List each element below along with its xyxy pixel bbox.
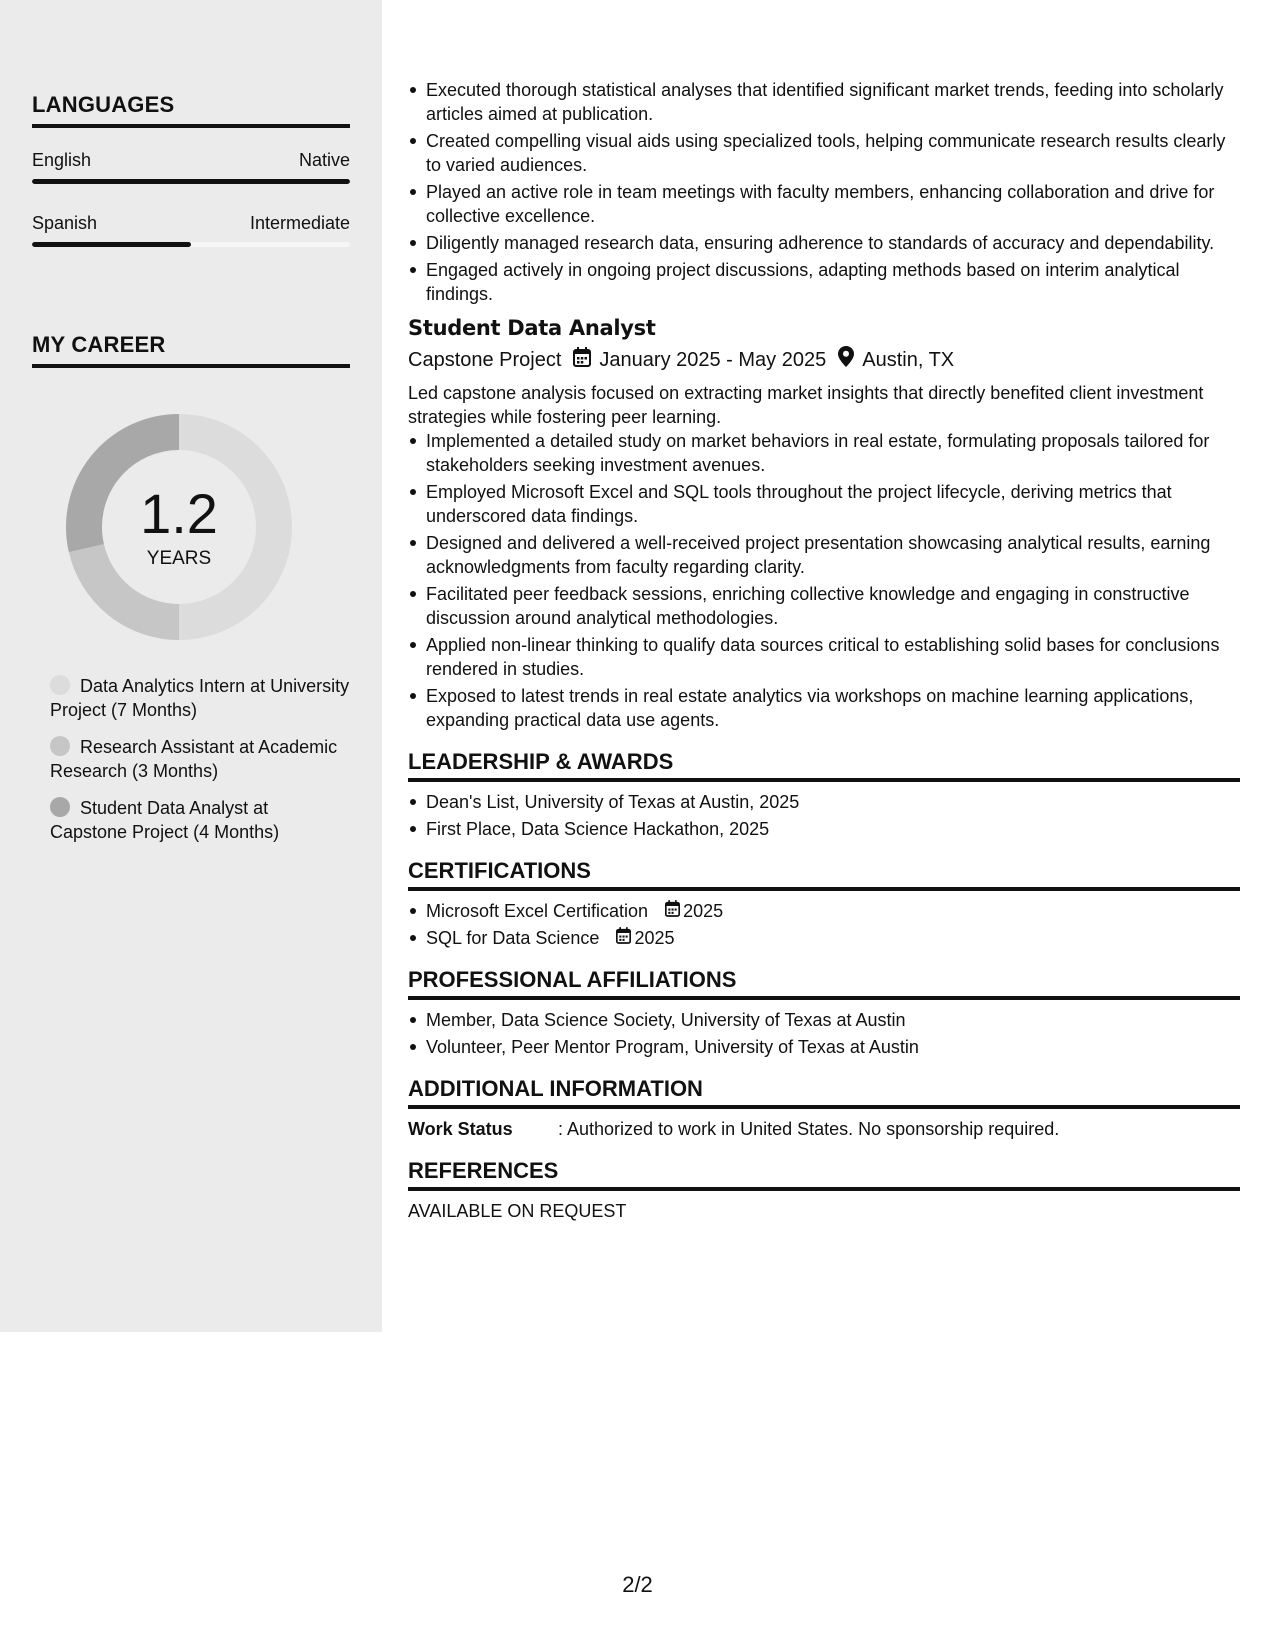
career-legend-item [50, 674, 350, 722]
legend-dot [50, 675, 70, 695]
bullet-item: Applied non-linear thinking to qualify data sources critical to establishing solid bases for conclusions rendered in studies. [408, 633, 1240, 681]
bullet-item: Employed Microsoft Excel and SQL tools throughout the project lifecycle, deriving metrics that underscored data findings. [408, 480, 1240, 528]
job-title: Student Data Analyst [408, 316, 656, 340]
location-pin-icon [838, 346, 854, 373]
language-level: Intermediate [249, 213, 350, 233]
bullet-item: Created compelling visual aids using specialized tools, helping communicate research results clearly to varied audiences. [408, 129, 1240, 177]
career-heading: MY CAREER [32, 332, 350, 368]
language-proficiency-bar [32, 242, 350, 247]
career-section [32, 332, 350, 368]
work-status-label: Work Status [408, 1119, 513, 1139]
work-status-value: : Authorized to work in United States. No sponsorship required. [558, 1119, 1060, 1139]
calendar-icon [665, 899, 680, 923]
career-legend-item [50, 735, 350, 783]
legend-dot [50, 736, 70, 756]
additional-info-heading: ADDITIONAL INFORMATION [408, 1077, 1240, 1109]
affiliations-section [408, 968, 1240, 1059]
language-item-english [32, 150, 350, 184]
bullet-item: Implemented a detailed study on market behaviors in real estate, formulating proposals tailored for stakeholders seeking investment avenues. [408, 429, 1240, 477]
bullet-item: Executed thorough statistical analyses that identified significant market trends, feeding into scholarly articles aimed at publication. [408, 78, 1240, 126]
references-heading: REFERENCES [408, 1159, 1240, 1191]
award-item: Dean's List, University of Texas at Austin, 2025 [408, 790, 1240, 814]
affiliation-item: Member, Data Science Society, University of Texas at Austin [408, 1008, 1240, 1032]
language-level: Native [298, 150, 350, 170]
career-legend [50, 674, 350, 857]
career-donut-chart [66, 414, 292, 640]
certifications-heading: CERTIFICATIONS [408, 859, 1240, 891]
certification-year: 2025 [683, 901, 724, 921]
references-text: AVAILABLE ON REQUEST [408, 1201, 627, 1221]
main-content [408, 78, 1240, 1223]
legend-dot [50, 797, 70, 817]
sidebar [0, 0, 382, 1332]
career-legend-label: Research Assistant at Academic Research (3 Months) [50, 737, 338, 781]
career-legend-item [50, 796, 350, 844]
job-meta [408, 346, 1240, 373]
bullet-item: Designed and delivered a well-received project presentation showcasing analytical results, earning acknowledgments from faculty regarding clarity. [408, 531, 1240, 579]
affiliations-heading: PROFESSIONAL AFFILIATIONS [408, 968, 1240, 1000]
certification-year: 2025 [634, 928, 675, 948]
job-location: Austin, TX [862, 348, 955, 371]
references-section [408, 1159, 1240, 1223]
work-status-row [408, 1117, 1240, 1141]
language-name: English [32, 150, 92, 170]
page-number: 2/2 [622, 1572, 653, 1597]
career-total [66, 414, 292, 640]
additional-info-section [408, 1077, 1240, 1141]
bullet-item: Played an active role in team meetings with faculty members, enhancing collaboration and drive for collective excellence. [408, 180, 1240, 228]
calendar-icon [616, 926, 631, 950]
language-proficiency-fill [32, 179, 350, 184]
language-proficiency-bar [32, 179, 350, 184]
job-bullets [408, 429, 1240, 732]
certification-name: SQL for Data Science [426, 928, 600, 948]
job-summary: Led capstone analysis focused on extracting market insights that directly benefited client investment strategies while fostering peer learning. [408, 383, 1204, 427]
bullet-item: Engaged actively in ongoing project discussions, adapting methods based on interim analytical findings. [408, 258, 1240, 306]
certification-name: Microsoft Excel Certification [426, 901, 649, 921]
certifications-section [408, 859, 1240, 950]
career-legend-label: Student Data Analyst at Capstone Project (4 Months) [50, 798, 280, 842]
leadership-heading: LEADERSHIP & AWARDS [408, 750, 1240, 782]
language-item-spanish [32, 213, 350, 247]
certification-item [408, 926, 1240, 950]
affiliation-item: Volunteer, Peer Mentor Program, University of Texas at Austin [408, 1035, 1240, 1059]
language-name: Spanish [32, 213, 98, 233]
award-item: First Place, Data Science Hackathon, 2025 [408, 817, 1240, 841]
bullet-item: Facilitated peer feedback sessions, enriching collective knowledge and engaging in constructive discussion around analytical methodologies. [408, 582, 1240, 630]
bullet-item: Exposed to latest trends in real estate analytics via workshops on machine learning applications, expanding practical data use agents. [408, 684, 1240, 732]
languages-section [32, 92, 350, 247]
career-total-value: 1.2 [140, 482, 218, 545]
calendar-icon [573, 347, 591, 373]
previous-job-bullets [408, 78, 1240, 306]
job-company: Capstone Project [408, 348, 562, 371]
language-proficiency-fill [32, 242, 191, 247]
career-legend-label: Data Analytics Intern at University Project (7 Months) [50, 676, 350, 720]
career-total-unit: YEARS [146, 548, 212, 569]
leadership-section [408, 750, 1240, 841]
job-dates: January 2025 - May 2025 [599, 348, 827, 371]
certification-item [408, 899, 1240, 923]
bullet-item: Diligently managed research data, ensuring adherence to standards of accuracy and dependability. [408, 231, 1240, 255]
job-entry [408, 316, 1240, 732]
languages-heading: LANGUAGES [32, 92, 350, 128]
